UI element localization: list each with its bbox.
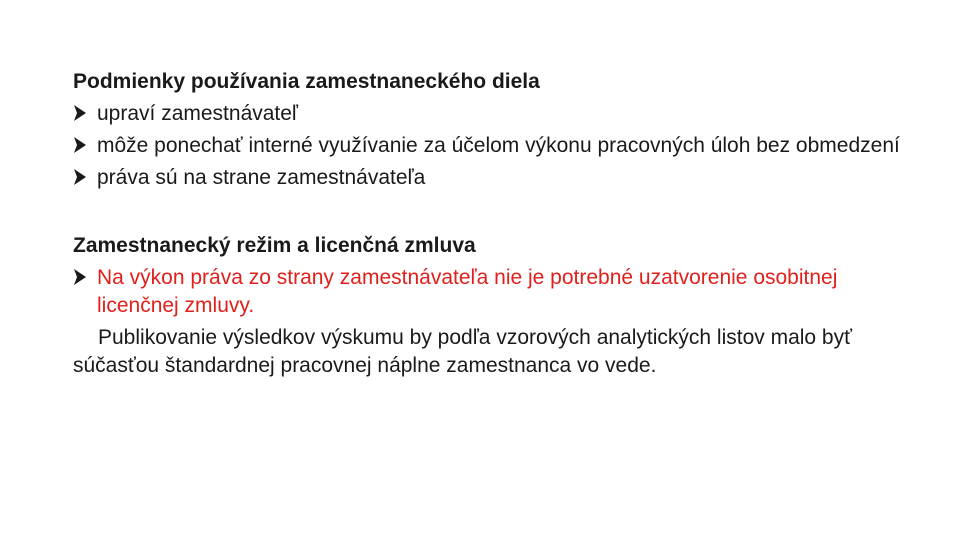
body-paragraph: Publikovanie výsledkov výskumu by podľa vzorových analytických listov malo byť súčasťou štandardnej pracovnej náplne zamestnanca vo vede. xyxy=(73,326,852,377)
slide-content xyxy=(73,68,903,380)
bullet-text: môže ponechať interné využívanie za účelom výkonu pracovných úloh bez obmedzení xyxy=(97,134,900,157)
bullet-item xyxy=(73,100,903,128)
bullet-item-highlight xyxy=(73,264,903,320)
section-spacer xyxy=(73,192,903,232)
arrow-right-icon xyxy=(73,136,87,154)
section-heading-employment-regime: Zamestnanecký režim a licenčná zmluva xyxy=(73,234,476,257)
bullet-item xyxy=(73,164,903,192)
bullet-text: práva sú na strane zamestnávateľa xyxy=(97,166,426,189)
arrow-right-icon xyxy=(73,168,87,186)
arrow-right-icon xyxy=(73,104,87,122)
bullet-text: Na výkon práva zo strany zamestnávateľa nie je potrebné uzatvorenie osobitnej licenčnej zmluvy. xyxy=(97,266,838,317)
arrow-right-icon xyxy=(73,268,87,286)
bullet-item xyxy=(73,132,903,160)
section-heading-usage-conditions: Podmienky používania zamestnaneckého diela xyxy=(73,70,540,93)
bullet-text: upraví zamestnávateľ xyxy=(97,102,299,125)
